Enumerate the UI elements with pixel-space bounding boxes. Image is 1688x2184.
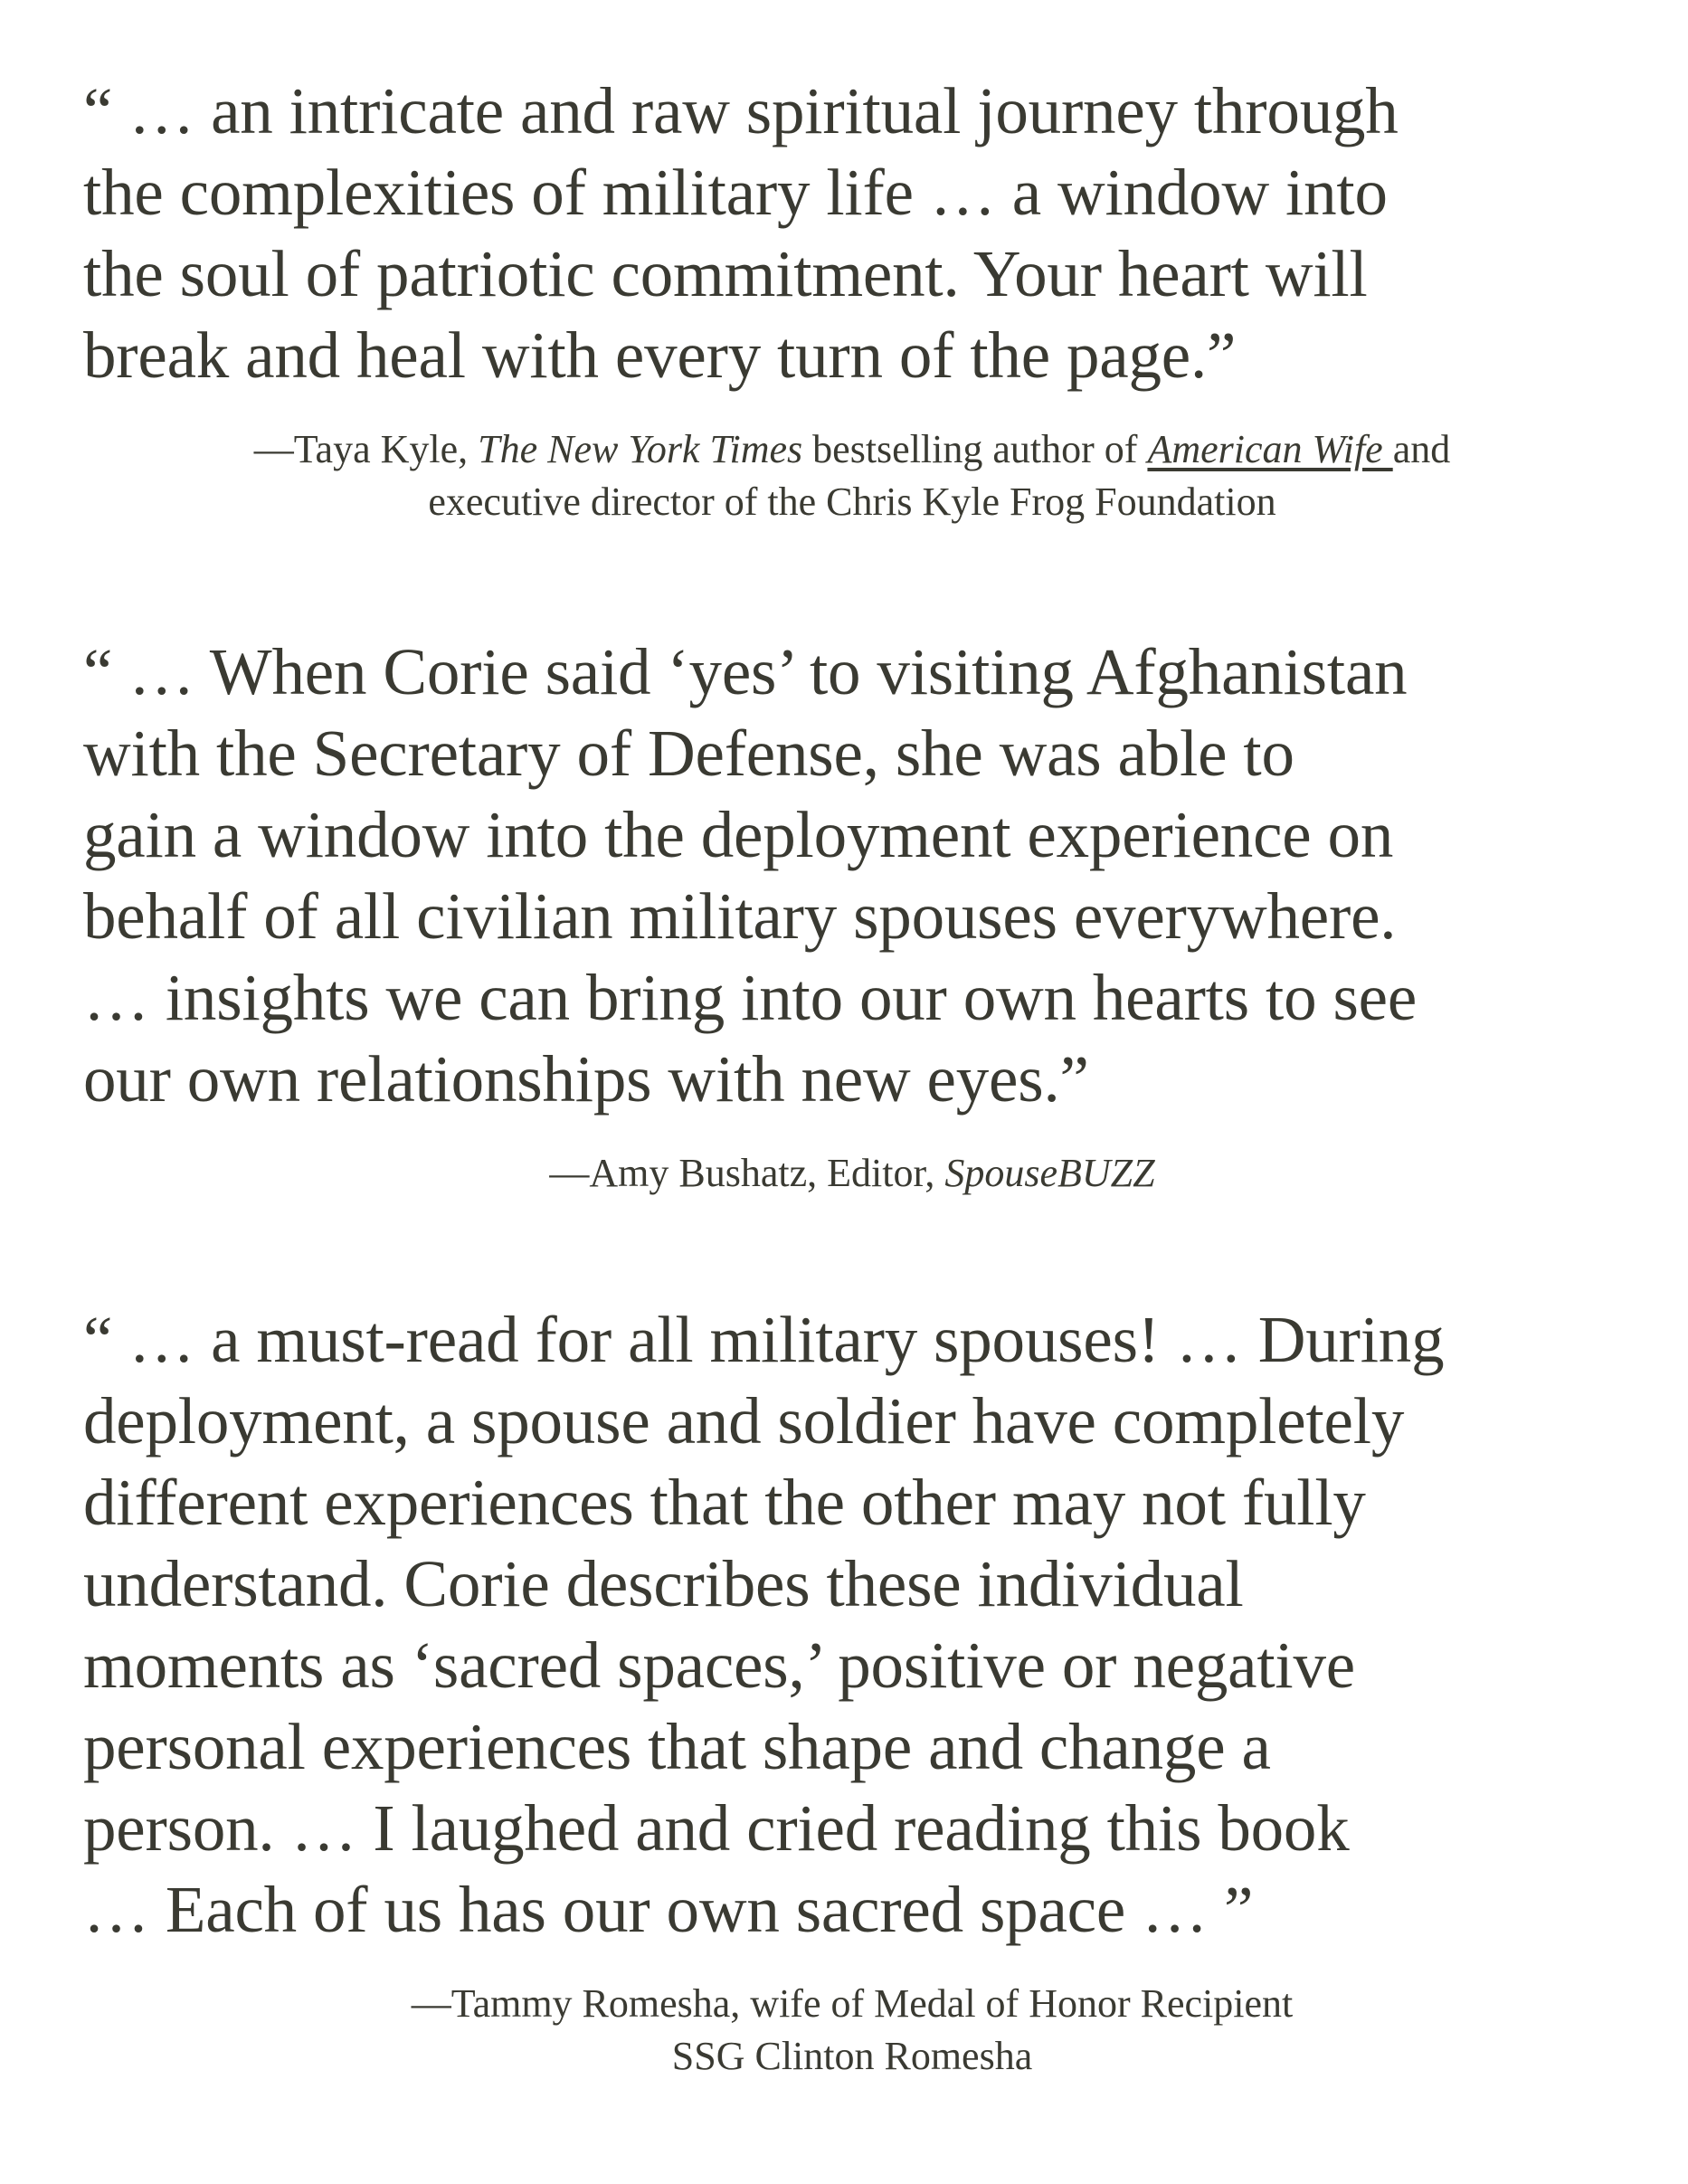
attribution-name: —Amy Bushatz, Editor, [549, 1151, 945, 1195]
quote-line: behalf of all civilian military spouses everywhere. [83, 879, 1397, 953]
quote-line: with the Secretary of Defense, she was able to [83, 717, 1294, 790]
quote-line: personal experiences that shape and change a [83, 1710, 1271, 1783]
quote-line: our own relationships with new eyes.” [83, 1042, 1089, 1116]
publication-title: SpouseBUZZ [944, 1151, 1155, 1195]
book-title: American Wife [1147, 427, 1393, 471]
quote-line: the soul of patriotic commitment. Your heart will [83, 237, 1368, 310]
attribution-line: —Tammy Romesha, wife of Medal of Honor Recipient [411, 1981, 1294, 2026]
publication-title: The New York Times [478, 427, 803, 471]
quote-line: deployment, a spouse and soldier have completely [83, 1384, 1405, 1458]
quote-line: … Each of us has our own sacred space … ” [83, 1873, 1254, 1946]
attribution-text: bestselling author of [802, 427, 1148, 471]
attribution-line [83, 1147, 1621, 1200]
attribution-text: and [1392, 427, 1451, 471]
quote-text [83, 631, 1621, 1120]
quote-line: moments as ‘sacred spaces,’ positive or negative [83, 1629, 1355, 1702]
attribution-line: SSG Clinton Romesha [671, 2034, 1033, 2078]
quote-line: “ … When Corie said ‘yes’ to visiting Afghanistan [83, 635, 1408, 708]
attribution-line: executive director of the Chris Kyle Frog Foundation [428, 480, 1276, 524]
quote-attribution [83, 1978, 1621, 2083]
quote-text [83, 1299, 1621, 1951]
quote-line: person. … I laughed and cried reading this book [83, 1791, 1350, 1865]
endorsement-taya-kyle [83, 71, 1621, 524]
quote-line: understand. Corie describes these individual [83, 1547, 1244, 1620]
quote-line: gain a window into the deployment experience on [83, 798, 1394, 871]
quote-line: different experiences that the other may not fully [83, 1466, 1366, 1539]
endorsement-amy-bushatz [83, 631, 1621, 1195]
attribution-line [83, 423, 1621, 476]
quote-line: break and heal with every turn of the page.” [83, 318, 1237, 392]
endorsement-tammy-romesha [83, 1299, 1621, 2078]
quote-line: … insights we can bring into our own hearts to see [83, 961, 1418, 1034]
quote-attribution [83, 423, 1621, 528]
quote-line: “ … an intricate and raw spiritual journey through [83, 74, 1399, 147]
quote-text [83, 71, 1621, 396]
attribution-name: —Taya Kyle, [253, 427, 479, 471]
quote-line: “ … a must-read for all military spouses! … During [83, 1303, 1445, 1376]
quote-line: the complexities of military life … a window into [83, 156, 1388, 229]
quote-attribution [83, 1147, 1621, 1200]
